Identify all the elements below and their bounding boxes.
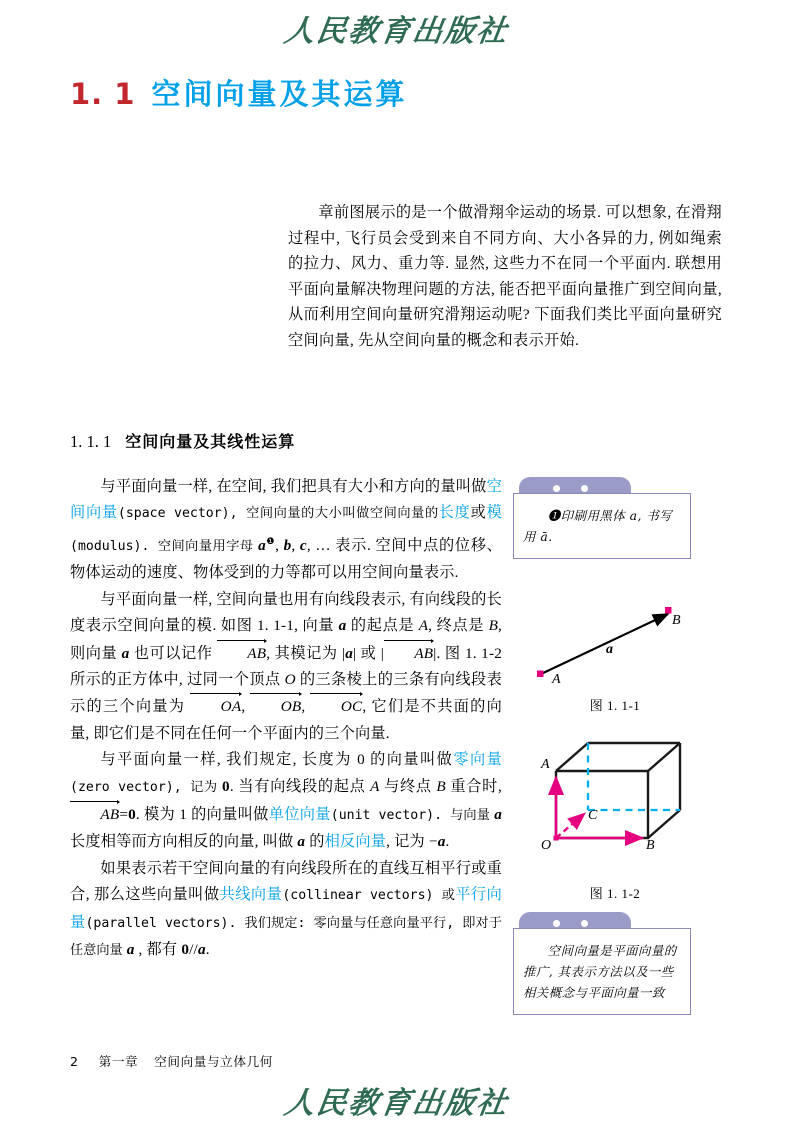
note-tab-dot-icon	[553, 920, 560, 927]
subsection-heading	[70, 429, 295, 452]
keyword-parallel-vectors: 平行向量	[70, 886, 503, 931]
keyword-opposite-vector: 相反向量	[324, 833, 387, 851]
math-vector-AB: AB	[70, 801, 119, 828]
note-tab-dot-icon	[581, 920, 588, 927]
keyword-length: 长度	[438, 504, 471, 522]
intro-paragraph-text: 章前图展示的是一个做滑翔伞运动的场景. 可以想象, 在滑翔过程中, 飞行员会受到来自不同方向、大小各异的力, 例如绳索的拉力、风力、重力等. 显然, 这些力不在同一个平面内. 联想用平面向量解决物理问题的方法, 能否把平面向量推广到空间向量, 从而利用空间向量研究滑翔运动呢? 下面我们类比平面向量研究空间向量, 先从空间向量的概念和表示开始.	[288, 204, 722, 349]
footnote-marker: ❶	[265, 535, 276, 546]
keyword-collinear-vectors: 共线向量	[219, 886, 283, 904]
body-paragraph-4: 如果表示若干空间向量的有向线段所在的直线互相平行或重合, 那么这些向量叫做共线向量(collinear vectors) 或平行向量(parallel vectors). 我们规定: 零向量与任意向量平行, 即对于任意向量 a , 都有 0//a.	[70, 859, 503, 958]
body-paragraph-1: 与平面向量一样, 在空间, 我们把具有大小和方向的量叫做空间向量(space vector), 空间向量的大小叫做空间向量的长度或模(modulus). 空间向量用字母 $a^❶$, b, c, … 表示. 空间中点的位移、物体运动的速度、物体受到的力等都可以用空间向量表示.	[70, 478, 502, 582]
math-var-a: a	[297, 833, 306, 851]
math-point-O: O	[284, 670, 296, 688]
page-title-text: 空间向量及其运算	[151, 77, 408, 111]
keyword-zero-vector: 零向量	[453, 751, 502, 769]
math-var-a: a	[338, 617, 347, 635]
publisher-logo-top: 人民教育出版社	[282, 15, 511, 48]
math-vector-AB: AB	[217, 640, 266, 667]
math-zero-vector: 0	[128, 805, 136, 823]
math-zero-vector: 0	[222, 777, 230, 795]
math-var-b: b	[283, 536, 292, 554]
math-point-A: A	[418, 617, 429, 635]
figure-1-1-2-label-C: C	[588, 808, 598, 823]
side-note-text: ❶印刷用黑体 a, 书写用 ā.	[513, 493, 691, 559]
intro-paragraph	[288, 200, 722, 354]
footer-chapter-title: 空间向量与立体几何	[154, 1054, 273, 1069]
keyword-unit-vector: 单位向量	[268, 805, 331, 823]
figure-1-1-1-graphic	[508, 596, 722, 688]
figure-1-1-2-graphic	[508, 726, 722, 856]
figure-1-1-1-label-a: a	[606, 642, 613, 657]
body-paragraph-3: 与平面向量一样, 我们规定, 长度为 0 的向量叫做零向量(zero vector), 记为 0. 当有向线段的起点 A 与终点 B 重合时, AB=0. 模为 1 的向量叫做单位向量(unit vector). 与向量 a 长度相等而方向相反的向量, 叫做 a 的相反向量, 记为 −a.	[70, 751, 503, 851]
math-zero-vector: 0	[181, 940, 190, 958]
publisher-logo-bottom: 人民教育出版社	[282, 1087, 511, 1120]
figure-1-1-2-label-O: O	[541, 838, 552, 853]
math-var-a: a	[121, 644, 130, 662]
figure-1-1-2	[508, 726, 722, 902]
math-var-a: a	[126, 940, 135, 958]
math-var-a: a	[437, 833, 446, 851]
figure-1-1-1	[508, 596, 722, 714]
figure-1-1-2-label-B: B	[646, 838, 655, 853]
subsection-title: 空间向量及其线性运算	[125, 432, 296, 451]
footer-chapter-number: 第一章	[98, 1054, 139, 1069]
figure-1-1-2-caption: 图 1. 1-2	[589, 886, 641, 901]
figure-1-1-1-label-A: A	[552, 672, 561, 687]
footer-page-number: 2	[70, 1054, 79, 1069]
math-var-a: a	[494, 805, 502, 823]
figure-1-1-2-label-A: A	[541, 757, 550, 772]
math-var-a: a	[345, 644, 353, 662]
math-var-a: a	[258, 536, 266, 554]
page-footer	[70, 1051, 273, 1070]
math-point-B: B	[488, 617, 499, 635]
math-point-A: A	[370, 777, 380, 795]
body-text-column	[70, 474, 502, 964]
math-point-B: B	[436, 777, 446, 795]
side-note-text: 空间向量是平面向量的推广, 其表示方法以及一些相关概念与平面向量一致	[513, 928, 691, 1015]
math-vector-OB: OB	[250, 693, 301, 720]
math-vector-OA: OA	[190, 693, 241, 720]
note-tab-dot-icon	[553, 485, 560, 492]
math-vector-AB: AB	[384, 640, 433, 667]
math-vector-OC: OC	[310, 693, 362, 720]
figure-1-1-1-label-B: B	[672, 613, 681, 628]
math-var-c: c	[299, 536, 307, 554]
note-tab-dot-icon	[581, 485, 588, 492]
figure-1-1-1-caption: 图 1. 1-1	[589, 698, 641, 713]
page-title-number: 1. 1	[70, 77, 136, 111]
subsection-number: 1. 1. 1	[70, 432, 112, 451]
page-title	[70, 72, 408, 113]
body-paragraph-2: 与平面向量一样, 空间向量也用有向线段表示, 有向线段的长度表示空间向量的模. 如图 1. 1-1, 向量 a 的起点是 A, 终点是 B, 则向量 a 也可以记作 AB, 其模记为 |a| 或 | AB|. 图 1. 1-2 所示的正方体中, 过同一个顶点 O 的三条棱上的三条有向线段表示的三个向量为 OA, OB, OC, 它们是不共面的向量, 即它们是不同在任何一个平面内的三个向量.	[70, 590, 503, 742]
math-var-a: a	[197, 940, 206, 958]
keyword-space-vector: 空间向量	[70, 478, 502, 522]
keyword-modulus: 模	[486, 504, 502, 522]
